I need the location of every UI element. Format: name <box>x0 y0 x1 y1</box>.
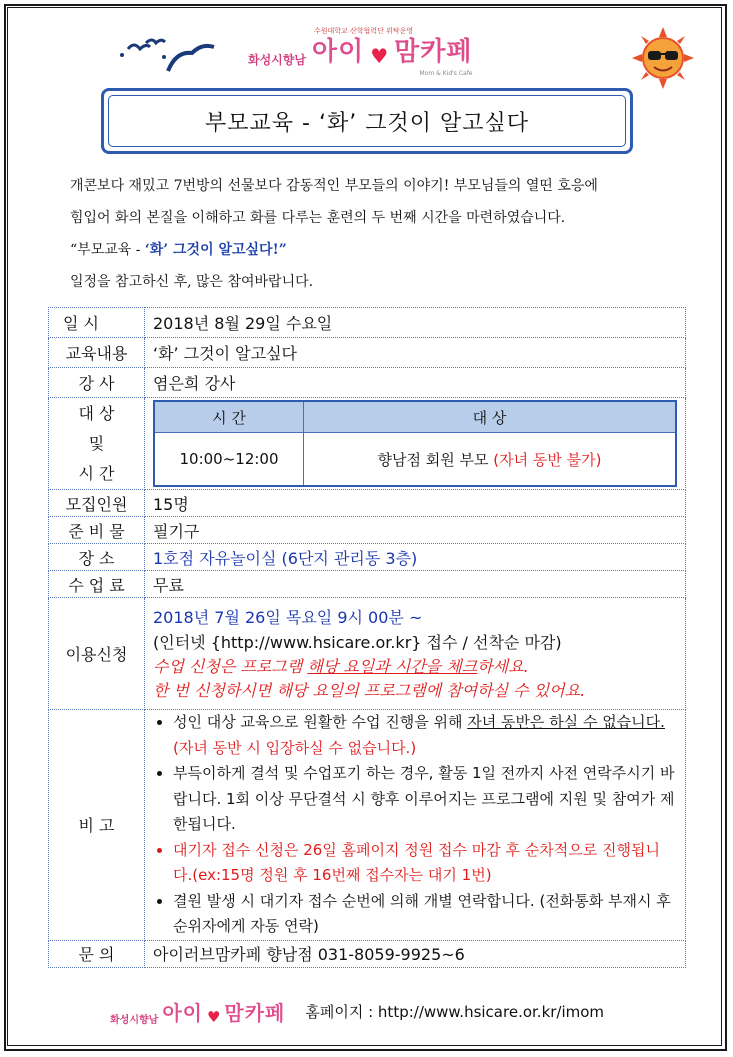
cafe-logo <box>248 27 473 77</box>
table-row <box>49 710 686 941</box>
contact-label: 문 의 <box>49 940 145 967</box>
apply-method: (인터넷 {http://www.hsicare.or.kr} 접수 / 선착순 마감) <box>153 632 562 652</box>
heart-icon: ♥ <box>370 44 389 68</box>
apply-note-1-b: 해당 요일과 시간을 체크 <box>307 656 478 676</box>
target-value <box>304 433 677 487</box>
supplies-value: 필기구 <box>145 517 686 544</box>
intro-text <box>70 170 670 298</box>
subtable-row <box>154 433 676 487</box>
table-row <box>49 940 686 967</box>
table-row <box>49 544 686 571</box>
date-label <box>49 308 145 338</box>
remark-item-3: • 대기자 접수 신청은 26일 홈페이지 정원 접수 마감 후 순차적으로 진행됩니다.(ex:15명 정원 후 16번째 접수자는 대기 1번) <box>173 838 677 889</box>
logo-subtitle: Mom & Kid's Cafe <box>419 70 473 77</box>
schedule-subtable <box>153 400 677 487</box>
logo-region: 화성시향남 <box>248 53 306 67</box>
target-note: (자녀 동반 불가) <box>493 450 602 469</box>
lecturer-value: 염은희 강사 <box>145 368 686 398</box>
apply-note-1 <box>153 655 677 679</box>
intro-line-1: 개콘보다 재밌고 7번방의 선물보다 감동적인 부모들의 이야기! 부모님들의 열띤 호응에 <box>70 178 598 194</box>
logo-brand-2: 맘카페 <box>394 37 473 67</box>
capacity-value: 15명 <box>145 490 686 517</box>
col-time-header: 시 간 <box>154 401 304 433</box>
intro-line-3-prefix: “부모교육 - <box>70 242 145 258</box>
supplies-label: 준 비 물 <box>49 517 145 544</box>
remark-item-4: • 결원 발생 시 대기자 접수 순번에 의해 개별 연락합니다. (전화통화 부재시 후 순위자에게 자동 연락) <box>173 889 677 940</box>
remark-1-c: (자녀 동반 시 입장하실 수 없습니다.) <box>173 738 417 757</box>
table-row <box>49 517 686 544</box>
target-label-2: 및 <box>88 433 105 453</box>
capacity-label: 모집인원 <box>49 490 145 517</box>
sun-sunglasses-icon <box>632 27 694 89</box>
subtable-header-row <box>154 401 676 433</box>
seagulls-icon <box>118 35 228 75</box>
table-row <box>49 368 686 398</box>
footer-logo-region: 화성시향남 <box>110 1015 159 1026</box>
remarks-label: 비 고 <box>49 710 145 941</box>
footer-logo <box>110 996 285 1026</box>
fee-label: 수 업 료 <box>49 571 145 598</box>
footer-heart-icon: ♥ <box>206 1008 221 1026</box>
remarks-value <box>145 710 686 941</box>
content-value: ‘화’ 그것이 알고싶다 <box>145 338 686 368</box>
remark-1-a: 성인 대상 교육으로 원활한 수업 진행을 위해 <box>173 713 468 731</box>
table-row <box>49 308 686 338</box>
logo-tagline: 수원대학교 산학협력단 위탁운영 <box>314 27 414 35</box>
intro-line-4: 일정을 참고하신 후, 많은 참여바랍니다. <box>70 274 314 290</box>
fee-value: 무료 <box>145 571 686 598</box>
date-label-text: 일 시 <box>63 314 99 333</box>
homepage-link[interactable]: 홈페이지 : http://www.hsicare.or.kr/imom <box>305 1002 605 1021</box>
page-title: 부모교육 - ‘화’ 그것이 알고싶다 <box>108 95 626 147</box>
table-row <box>49 490 686 517</box>
time-value: 10:00~12:00 <box>154 433 304 487</box>
intro-line-2: 힘입어 화의 본질을 이해하고 화를 다루는 훈련의 두 번째 시간을 마련하였습니다. <box>70 210 566 226</box>
target-text: 향남점 회원 부모 <box>377 450 494 469</box>
footer-logo-brand: 아이 <box>162 1001 203 1025</box>
remark-1-b: 자녀 동반은 하실 수 없습니다. <box>467 713 665 731</box>
table-row <box>49 571 686 598</box>
intro-highlight: ‘화’ 그것이 알고싶다! <box>144 242 279 258</box>
col-target-header: 대 상 <box>304 401 677 433</box>
remark-item-1 <box>173 710 677 761</box>
remark-item-2: • 부득이하게 결석 및 수업포기 하는 경우, 활동 1일 전까지 사전 연락주시기 바랍니다. 1회 이상 무단결석 시 향후 이루어지는 프로그램에 지원 및 참여가 제한됩니다. <box>173 761 677 838</box>
place-value: 1호점 자유놀이실 (6단지 관리동 3층) <box>145 544 686 571</box>
content-label: 교육내용 <box>49 338 145 368</box>
logo-brand: 아이 <box>311 37 365 67</box>
intro-line-3 <box>70 234 670 266</box>
place-label: 장 소 <box>49 544 145 571</box>
apply-note-2: 한 번 신청하시면 해당 요일의 프로그램에 참여하실 수 있어요. <box>153 680 586 700</box>
lecturer-label: 강 사 <box>49 368 145 398</box>
info-table <box>48 307 686 968</box>
table-row <box>49 598 686 710</box>
footer <box>110 996 604 1026</box>
apply-date: 2018년 7월 26일 목요일 9시 00분 ~ <box>153 607 423 627</box>
apply-value <box>145 598 686 710</box>
footer-logo-brand-2: 맘카페 <box>224 1001 286 1025</box>
table-row <box>49 398 686 490</box>
target-label-1: 대 상 <box>78 403 115 423</box>
table-row <box>49 338 686 368</box>
apply-note-1-c: 하세요. <box>477 656 529 676</box>
remarks-list <box>153 710 677 940</box>
apply-note-1-a: 수업 신청은 프로그램 <box>153 656 308 676</box>
apply-label: 이용신청 <box>49 598 145 710</box>
contact-value: 아이러브맘카페 향남점 031-8059-9925~6 <box>145 940 686 967</box>
target-schedule-cell <box>145 398 686 490</box>
date-value: 2018년 8월 29일 수요일 <box>145 308 686 338</box>
title-box <box>101 88 633 154</box>
target-label <box>49 398 145 490</box>
intro-line-3-suffix: ” <box>278 242 287 258</box>
target-label-3: 시 간 <box>78 463 115 483</box>
